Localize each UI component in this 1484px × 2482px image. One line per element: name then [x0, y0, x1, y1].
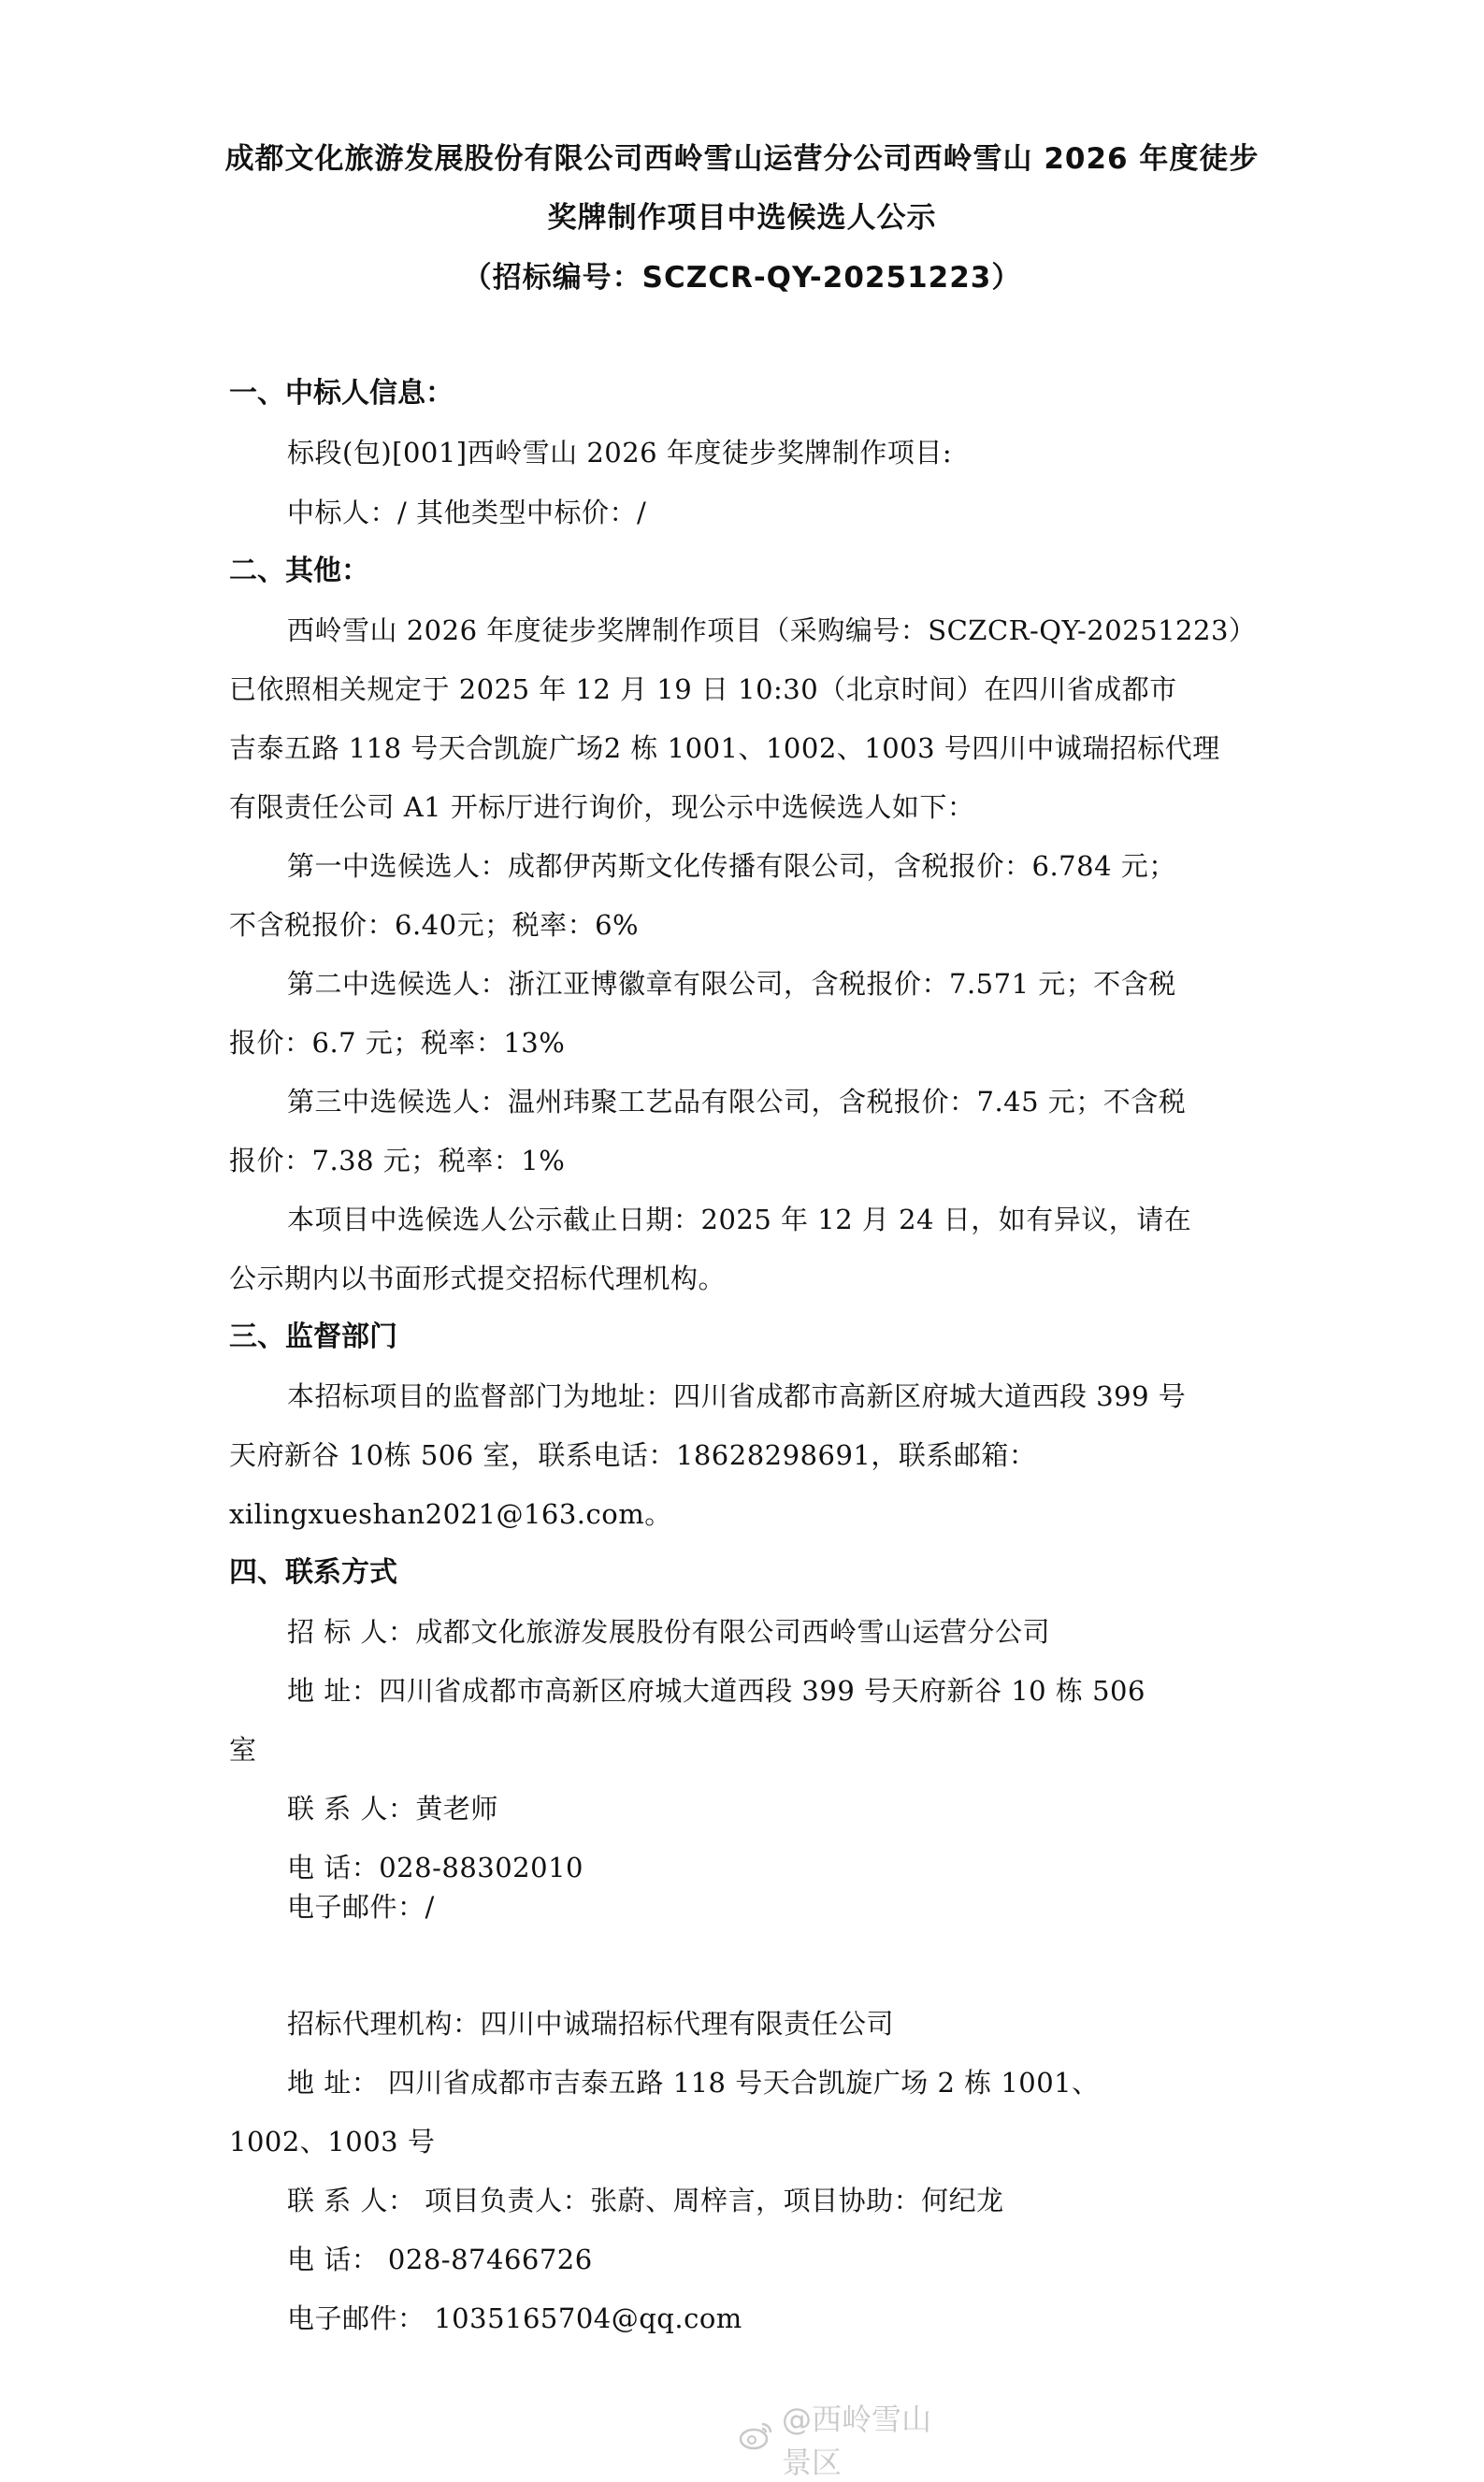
phone-line: 电 话：028-88302010: [287, 1852, 584, 1883]
paragraph-line: 已依照相关规定于 2025 年 12 月 19 日 10:30（北京时间）在四川省成都市: [229, 673, 1177, 705]
lot-description: 标段(包)[001]西岭雪山 2026 年度徒步奖牌制作项目:: [287, 437, 953, 469]
deadline-line: 公示期内以书面形式提交招标代理机构。: [229, 1263, 727, 1294]
supervision-line: 天府新谷 10栋 506 室，联系电话：18628298691，联系邮箱：: [229, 1439, 1037, 1471]
winner-line: 中标人：/ 其他类型中标价：/: [287, 497, 647, 528]
tender-number: （招标编号：SCZCR-QY-20251223）: [462, 261, 1022, 295]
weibo-watermark: [739, 2402, 954, 2480]
email-line: 电子邮件：/: [287, 1891, 435, 1923]
deadline-line: 本项目中选候选人公示截止日期：2025 年 12 月 24 日，如有异议，请在: [287, 1204, 1192, 1235]
address-line: 室: [229, 1734, 257, 1766]
agency-email-line: 电子邮件： 1035165704@qq.com: [287, 2302, 742, 2334]
section-heading-supervision: 三、监督部门: [229, 1320, 397, 1353]
contact-person-line: 联 系 人：黄老师: [287, 1793, 498, 1825]
candidate-1-line: 不含税报价：6.40元；税率：6%: [229, 909, 640, 941]
paragraph-line: 有限责任公司 A1 开标厅进行询价，现公示中选候选人如下：: [229, 791, 975, 823]
paragraph-line: 吉泰五路 118 号天合凯旋广场2 栋 1001、1002、1003 号四川中诚瑞招标代理: [229, 732, 1220, 764]
agency-address-line: 1002、1003 号: [229, 2126, 436, 2157]
section-heading-other: 二、其他：: [229, 555, 369, 587]
document-title-line-2: 奖牌制作项目中选候选人公示: [547, 201, 937, 235]
candidate-3-line: 报价：7.38 元；税率：1%: [229, 1145, 566, 1176]
agency-address-line: 地 址： 四川省成都市吉泰五路 118 号天合凯旋广场 2 栋 1001、: [287, 2067, 1100, 2099]
supervision-email: xilingxueshan2021@163.com。: [229, 1498, 672, 1530]
watermark-text: @西岭雪山景区: [782, 2402, 932, 2480]
weibo-icon: [739, 2420, 774, 2458]
agency-phone-line: 电 话： 028-87466726: [287, 2244, 593, 2275]
agency-line: 招标代理机构：四川中诚瑞招标代理有限责任公司: [287, 2008, 895, 2040]
candidate-1-line: 第一中选候选人：成都伊芮斯文化传播有限公司，含税报价：6.784 元；: [287, 850, 1176, 882]
candidate-2-line: 报价：6.7 元；税率：13%: [229, 1027, 566, 1059]
tenderer-line: 招 标 人：成都文化旅游发展股份有限公司西岭雪山运营分公司: [287, 1616, 1050, 1648]
candidate-3-line: 第三中选候选人：温州玮聚工艺品有限公司，含税报价：7.45 元；不含税: [287, 1086, 1187, 1118]
document-title-line-1: 成都文化旅游发展股份有限公司西岭雪山运营分公司西岭雪山 2026 年度徒步: [224, 142, 1260, 176]
candidate-2-line: 第二中选候选人：浙江亚博徽章有限公司，含税报价：7.571 元；不含税: [287, 968, 1176, 1000]
paragraph-line: 西岭雪山 2026 年度徒步奖牌制作项目（采购编号：SCZCR-QY-20251223）: [287, 614, 1257, 646]
supervision-line: 本招标项目的监督部门为地址：四川省成都市高新区府城大道西段 399 号: [287, 1380, 1187, 1412]
agency-contact-line: 联 系 人： 项目负责人：张蔚、周梓言，项目协助：何纪龙: [287, 2185, 1004, 2216]
section-heading-contact: 四、联系方式: [229, 1556, 397, 1589]
section-heading-winner-info: 一、中标人信息：: [229, 377, 454, 410]
address-line: 地 址：四川省成都市高新区府城大道西段 399 号天府新谷 10 栋 506: [287, 1675, 1145, 1707]
